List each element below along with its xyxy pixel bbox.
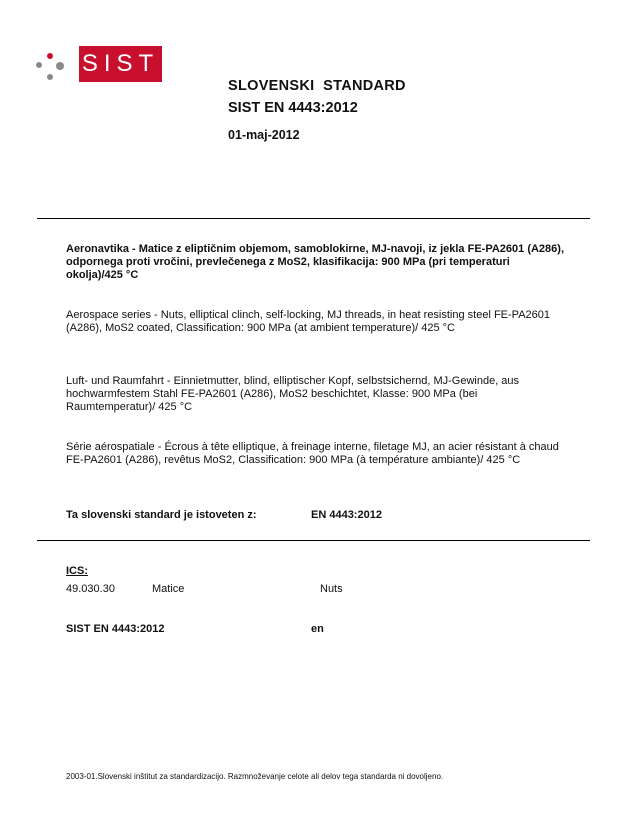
logo-dot-top-icon: [47, 53, 53, 59]
identical-value: EN 4443:2012: [311, 509, 382, 521]
ics-name-slovenian: Matice: [152, 583, 185, 595]
logo-dot-left-icon: [36, 62, 42, 68]
logo-dots-icon: [36, 50, 66, 84]
logo-dot-right-icon: [56, 62, 64, 70]
title-french: Série aérospatiale - Écrous à tête elliptique, à freinage interne, filetage MJ, an acier résistant à chaud FE-PA2601 (A286), revêtus MoS2, Classification: 900 MPa (à température ambiante)/ 425 °C: [66, 441, 559, 466]
publication-date: 01-maj-2012: [228, 128, 300, 142]
ics-code: 49.030.30: [66, 583, 115, 595]
document-language: en: [311, 623, 324, 635]
bottom-standard-code: SIST EN 4443:2012: [66, 623, 165, 635]
copyright-footer: 2003-01.Slovenski inštitut za standardizacijo. Razmnoževanje celote ali delov tega standarda ni dovoljeno.: [66, 772, 444, 781]
title-german: Luft- und Raumfahrt - Einnietmutter, blind, elliptischer Kopf, selbstsichernd, MJ-Gewinde, aus hochwarmfestem Stahl FE-PA2601 (A286), MoS2 beschichtet, Klasse: 900 MPa (bei Raumtemperatur)/ 425 °C: [66, 375, 520, 413]
document-type: SLOVENSKI STANDARD: [228, 78, 406, 94]
ics-label: ICS:: [66, 565, 88, 577]
top-divider: [37, 218, 590, 219]
bottom-divider: [37, 540, 590, 541]
logo-dot-bottom-icon: [47, 74, 53, 80]
title-slovenian: Aeronavtika - Matice z eliptičnim objemom, samoblokirne, MJ-navoji, iz jekla FE-PA2601 (A286), odpornega proti vročini, prevlečenega z MoS2, klasifikacija: 900 MPa (pri temperaturi okolja)/425 °C: [66, 243, 564, 281]
title-english: Aerospace series - Nuts, elliptical clinch, self-locking, MJ threads, in heat resisting steel FE-PA2601 (A286), MoS2 coated, Classification: 900 MPa (at ambient temperature)/ 425 °C: [66, 309, 551, 334]
standard-code: SIST EN 4443:2012: [228, 100, 358, 116]
identical-label: Ta slovenski standard je istoveten z:: [66, 509, 257, 521]
ics-name-english: Nuts: [320, 583, 343, 595]
logo: SIST: [79, 46, 162, 82]
